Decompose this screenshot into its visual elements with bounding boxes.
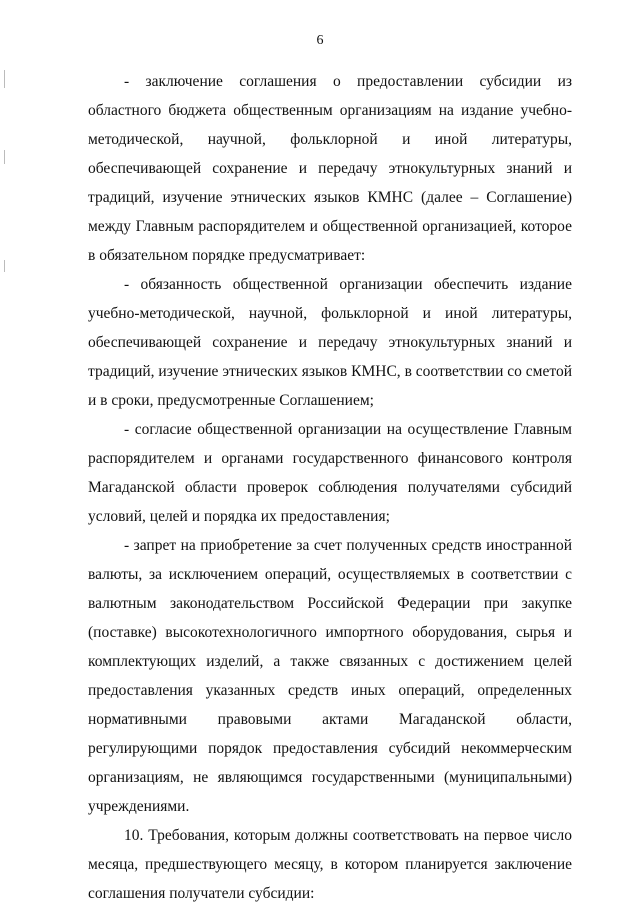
paragraph-inspection-consent: - согласие общественной организации на осуществление Главным распорядителем и органами государственного финансового контроля Магаданской области проверок соблюдения получателями субсидий условий, целей и порядка их предоставления; xyxy=(88,421,572,525)
paragraph-agreement-conclusion: - заключение соглашения о предоставлении субсидии из областного бюджета общественным организациям на издание учебно-методической, научной, фольклорной и иной литературы, обеспечивающей сохранение и передачу этнокультурных знаний и традиций, изучение этнических языков КМНС (далее – Соглашение) между Главным распорядителем и общественной организацией, которое в обязательном порядке предусматривает: xyxy=(88,73,572,264)
document-body xyxy=(88,67,572,908)
paragraph-currency-ban: - запрет на приобретение за счет полученных средств иностранной валюты, за исключением операций, осуществляемых в соответствии с валютным законодательством Российской Федерации при закупке (поставке) высокотехнологичного импортного оборудования, сырья и комплектующих изделий, а также связанных с достижением целей предоставления указанных средств иных операций, определенных нормативными правовыми актами Магаданской области, регулирующими порядок предоставления субсидий некоммерческим организациям, не являющимся государственными (муниципальными) учреждениями. xyxy=(88,537,572,815)
page-number: 6 xyxy=(316,33,324,48)
scan-margin-marks xyxy=(0,0,10,905)
paragraph-requirements-10: 10. Требования, которым должны соответствовать на первое число месяца, предшествующего месяцу, в котором планируется заключение соглашения получатели субсидии: xyxy=(88,827,572,902)
paragraph-publishing-obligation: - обязанность общественной организации обеспечить издание учебно-методической, научной, фольклорной и иной литературы, обеспечивающей сохранение и передачу этнокультурных знаний и традиций, изучение этнических языков КМНС, в соответствии со сметой и в сроки, предусмотренные Соглашением; xyxy=(88,276,572,409)
